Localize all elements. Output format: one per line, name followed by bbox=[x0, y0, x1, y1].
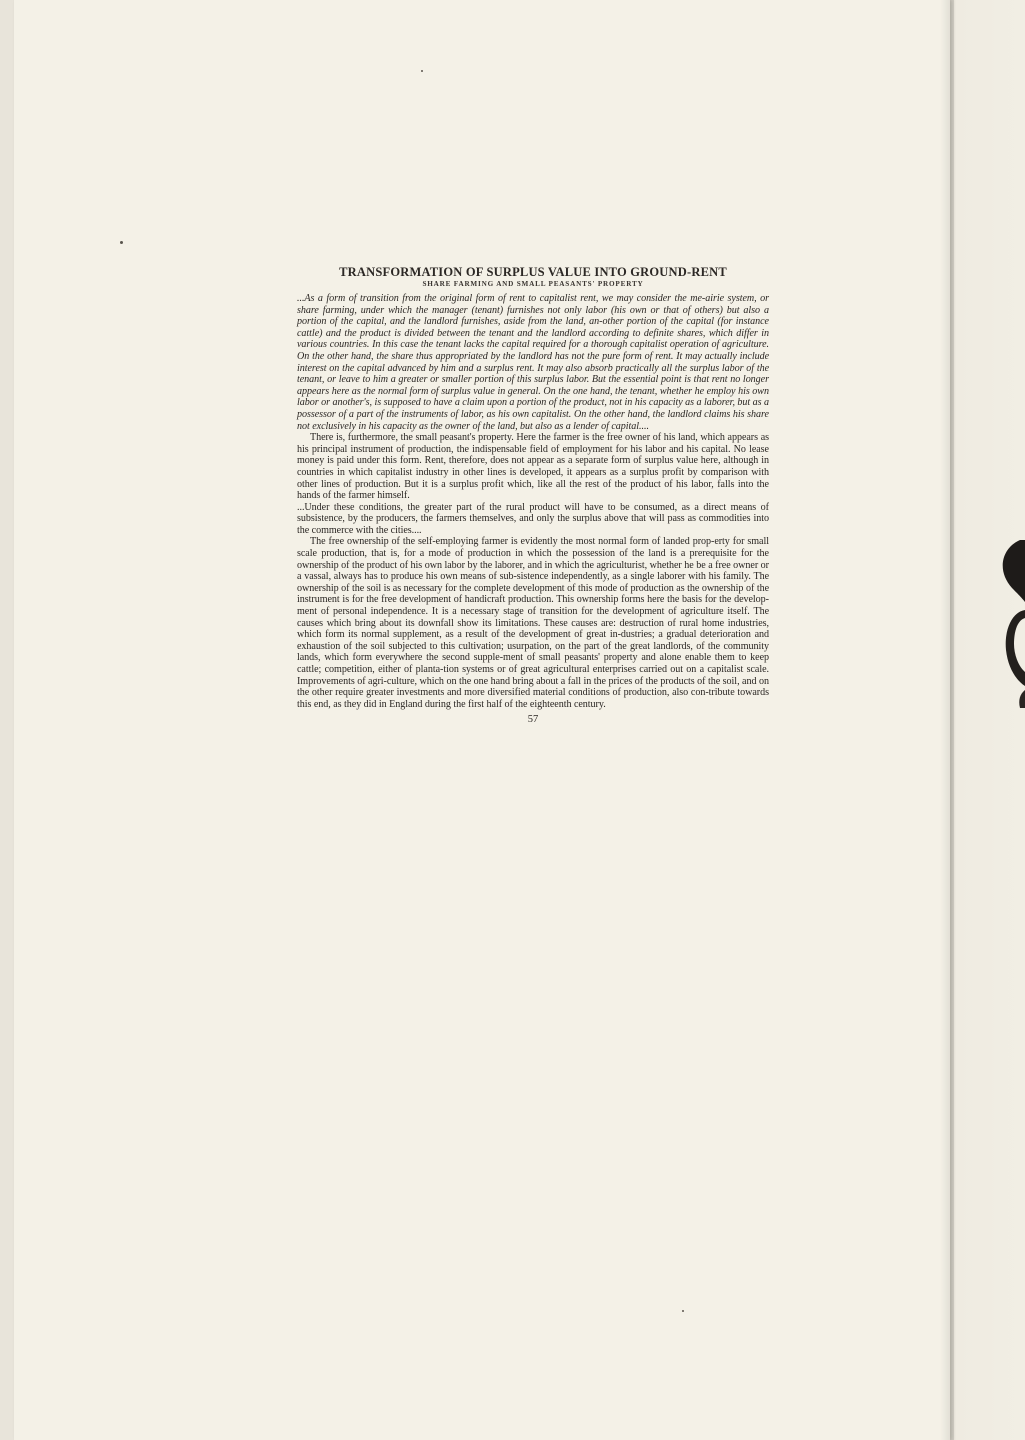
text-block bbox=[297, 265, 769, 726]
facing-page-edge bbox=[950, 0, 1025, 1440]
page-title: TRANSFORMATION OF SURPLUS VALUE INTO GROUND-RENT bbox=[339, 265, 727, 279]
page-edge-shadow bbox=[940, 0, 954, 1440]
body-paragraph: The free ownership of the self-employing farmer is evidently the most normal form of landed prop-erty for small scale production, that is, for a mode of production in which the possession of the land is a prerequisite for the ownership of the product of his own labor by the laborer, and in which the agriculturist, whether he be a free owner or a vassal, always has to produce his own means of sub-sistence independently, as a single laborer with his family. The ownership of the soil is as necessary for the complete development of this mode of production as the ownership of the instrument is for the free development of handicraft production. This ownership forms here the basis for the develop-ment of personal independence. It is a necessary stage of transition for the development of agriculture itself. The causes which bring about its downfall show its limitations. These causes are: destruction of rural home industries, which form its normal supplement, as a result of the development of great in-dustries; a gradual deterioration and exhaustion of the soil subjected to this cultivation; usurpation, on the part of the great landlords, of the community lands, which form everywhere the second supple-ment of small peasants' property and alone enable them to keep cattle; competition, either of planta-tion systems or of great agricultural enterprises carried out on a capitalist scale. Improvements of agri-culture, which on the one hand bring about a fall in the prices of the products of the soil, and on the other require greater investments and more diversified material conditions of production, also con-tribute towards this end, as they did in England during the first half of the eighteenth century. bbox=[297, 536, 769, 710]
body-paragraph: There is, furthermore, the small peasant's property. Here the farmer is the free owner of his land, which appears as his principal instrument of production, the indispensable field of employment for his labor and his capital. No lease money is paid under this form. Rent, therefore, does not appear as a separate form of surplus value here, although in countries in which capitalist industry in other lines is developed, it appears as a surplus profit by comparison with other lines of production. But it is a surplus profit which, like all the rest of the product of his labor, falls into the hands of the farmer himself. bbox=[297, 432, 769, 502]
paper-speck bbox=[682, 1310, 684, 1312]
body-paragraph: ...Under these conditions, the greater part of the rural product will have to be consumed, as a direct means of subsistence, by the producers, the farmers themselves, and only the surplus above that will pass as commodities into the commerce with the cities.... bbox=[297, 501, 769, 536]
quoted-passage: ...As a form of transition from the original form of rent to capitalist rent, we may consider the me-airie system, or share farming, under which the manager (tenant) furnishes not only labor (his own or that of others) but also a portion of the capital, and the landlord furnishes, aside from the land, an-other portion of the capital (for instance cattle) and the product is divided between the tenant and the landlord according to definite shares, which differ in various countries. In this case the tenant lacks the capital required for a thorough capitalist operation of agriculture. On the other hand, the share thus appropriated by the landlord has not the pure form of rent. It may actually include interest on the capital advanced by him and a surplus rent. It may also absorb practically all the surplus labor of the tenant, or leave to him a greater or smaller portion of this surplus labor. But the essential point is that rent no longer appears here as the normal form of surplus value in general. On the one hand, the tenant, whether he employ his own labor or another's, is supposed to have a claim upon a portion of the product, not in his capacity as a laborer, but as a possessor of a part of the instruments of labor, as his own capitalist. On the other hand, the landlord claims his share not exclusively in his capacity as the owner of the land, but also as a lender of capital.... bbox=[297, 293, 769, 432]
paper-speck bbox=[421, 70, 423, 72]
facing-page-illustration-fragment bbox=[990, 540, 1025, 710]
page-sheet bbox=[14, 0, 950, 1440]
page-number: 57 bbox=[527, 714, 539, 726]
paper-speck bbox=[120, 241, 123, 244]
page-subtitle: SHARE FARMING AND SMALL PEASANTS' PROPERTY bbox=[422, 280, 644, 288]
